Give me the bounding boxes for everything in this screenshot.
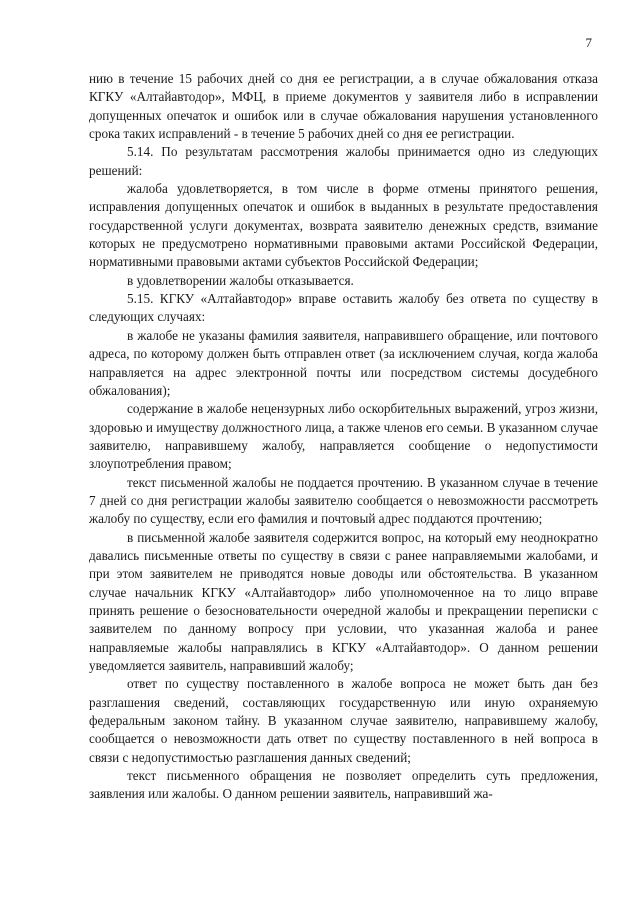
paragraph-continuation: нию в течение 15 рабочих дней со дня ее регистрации, а в случае обжалования отказа КГКУ «Алтайавтодор», МФЦ, в приеме документов у заявителя либо в исправлении допущенных опечаток и ошибок или в случае обжалования нарушения установленного срока таких исправлений - в течение 5 рабочих дней со дня ее регистрации.	[89, 71, 598, 142]
paragraph-5-15: 5.15. КГКУ «Алтайавтодор» вправе оставить жалобу без ответа по существу в следующих случаях:	[89, 291, 598, 325]
paragraph-5-14: 5.14. По результатам рассмотрения жалобы принимается одно из следующих решений:	[89, 144, 598, 178]
paragraph-complaint-satisfied: жалоба удовлетворяется, в том числе в форме отмены принятого решения, исправления допущенных опечаток и ошибок в выданных в результате предоставления государственной услуги документах, возврата заявителю денежных средств, взимание которых не предусмотрено нормативными правовыми актами Российской Федерации, нормативными правовыми актами субъектов Российской Федерации;	[89, 181, 598, 270]
page-number: 7	[585, 35, 592, 50]
paragraph-complaint-refused: в удовлетворении жалобы отказывается.	[127, 272, 354, 288]
paragraph-undefined-essence: текст письменного обращения не позволяет определить суть предложения, заявления или жалобы. О данном решении заявитель, направивший жа-	[89, 768, 598, 802]
paragraph-unreadable-text: текст письменной жалобы не поддается прочтению. В указанном случае в течение 7 дней со дня регистрации жалобы заявителю сообщается о невозможности рассмотреть жалобу по существу, если его фамилия и почтовый адрес поддаются прочтению;	[89, 474, 598, 527]
paragraph-state-secret: ответ по существу поставленного в жалобе вопроса не может быть дан без разглашения сведений, составляющих государственную или иную охраняемую федеральным законом тайну. В указанном случае заявителю, направившему жалобу, сообщается о невозможности дать ответ по существу поставленного в ней вопроса в связи с недопустимостью разглашения данных сведений;	[89, 676, 598, 765]
paragraph-offensive-content: содержание в жалобе нецензурных либо оскорбительных выражений, угроз жизни, здоровью и имуществу должностного лица, а также членов его семьи. В указанном случае заявителю, направившему жалобу, направляется сообщение о недопустимости злоупотребления правом;	[89, 401, 598, 472]
paragraph-no-name-or-address: в жалобе не указаны фамилия заявителя, направившего обращение, или почтового адреса, по которому должен быть отправлен ответ (за исключением случая, когда жалоба направляется на адрес электронной почты или посредством системы досудебного обжалования);	[89, 327, 598, 398]
document-body	[89, 70, 598, 804]
paragraph-repeated-question: в письменной жалобе заявителя содержится вопрос, на который ему неоднократно давались письменные ответы по существу в связи с ранее направляемыми жалобами, и при этом заявителем не приводятся новые доводы или обстоятельства. В указанном случае начальник КГКУ «Алтайавтодор» либо уполномоченное на то лицо вправе принять решение о безосновательности очередной жалобы и прекращении переписки с заявителем по данному вопросу при условии, что указанная жалоба и ранее направляемые жалобы направлялись в КГКУ «Алтайавтодор». О данном решении уведомляется заявитель, направивший жалобу;	[89, 529, 598, 673]
